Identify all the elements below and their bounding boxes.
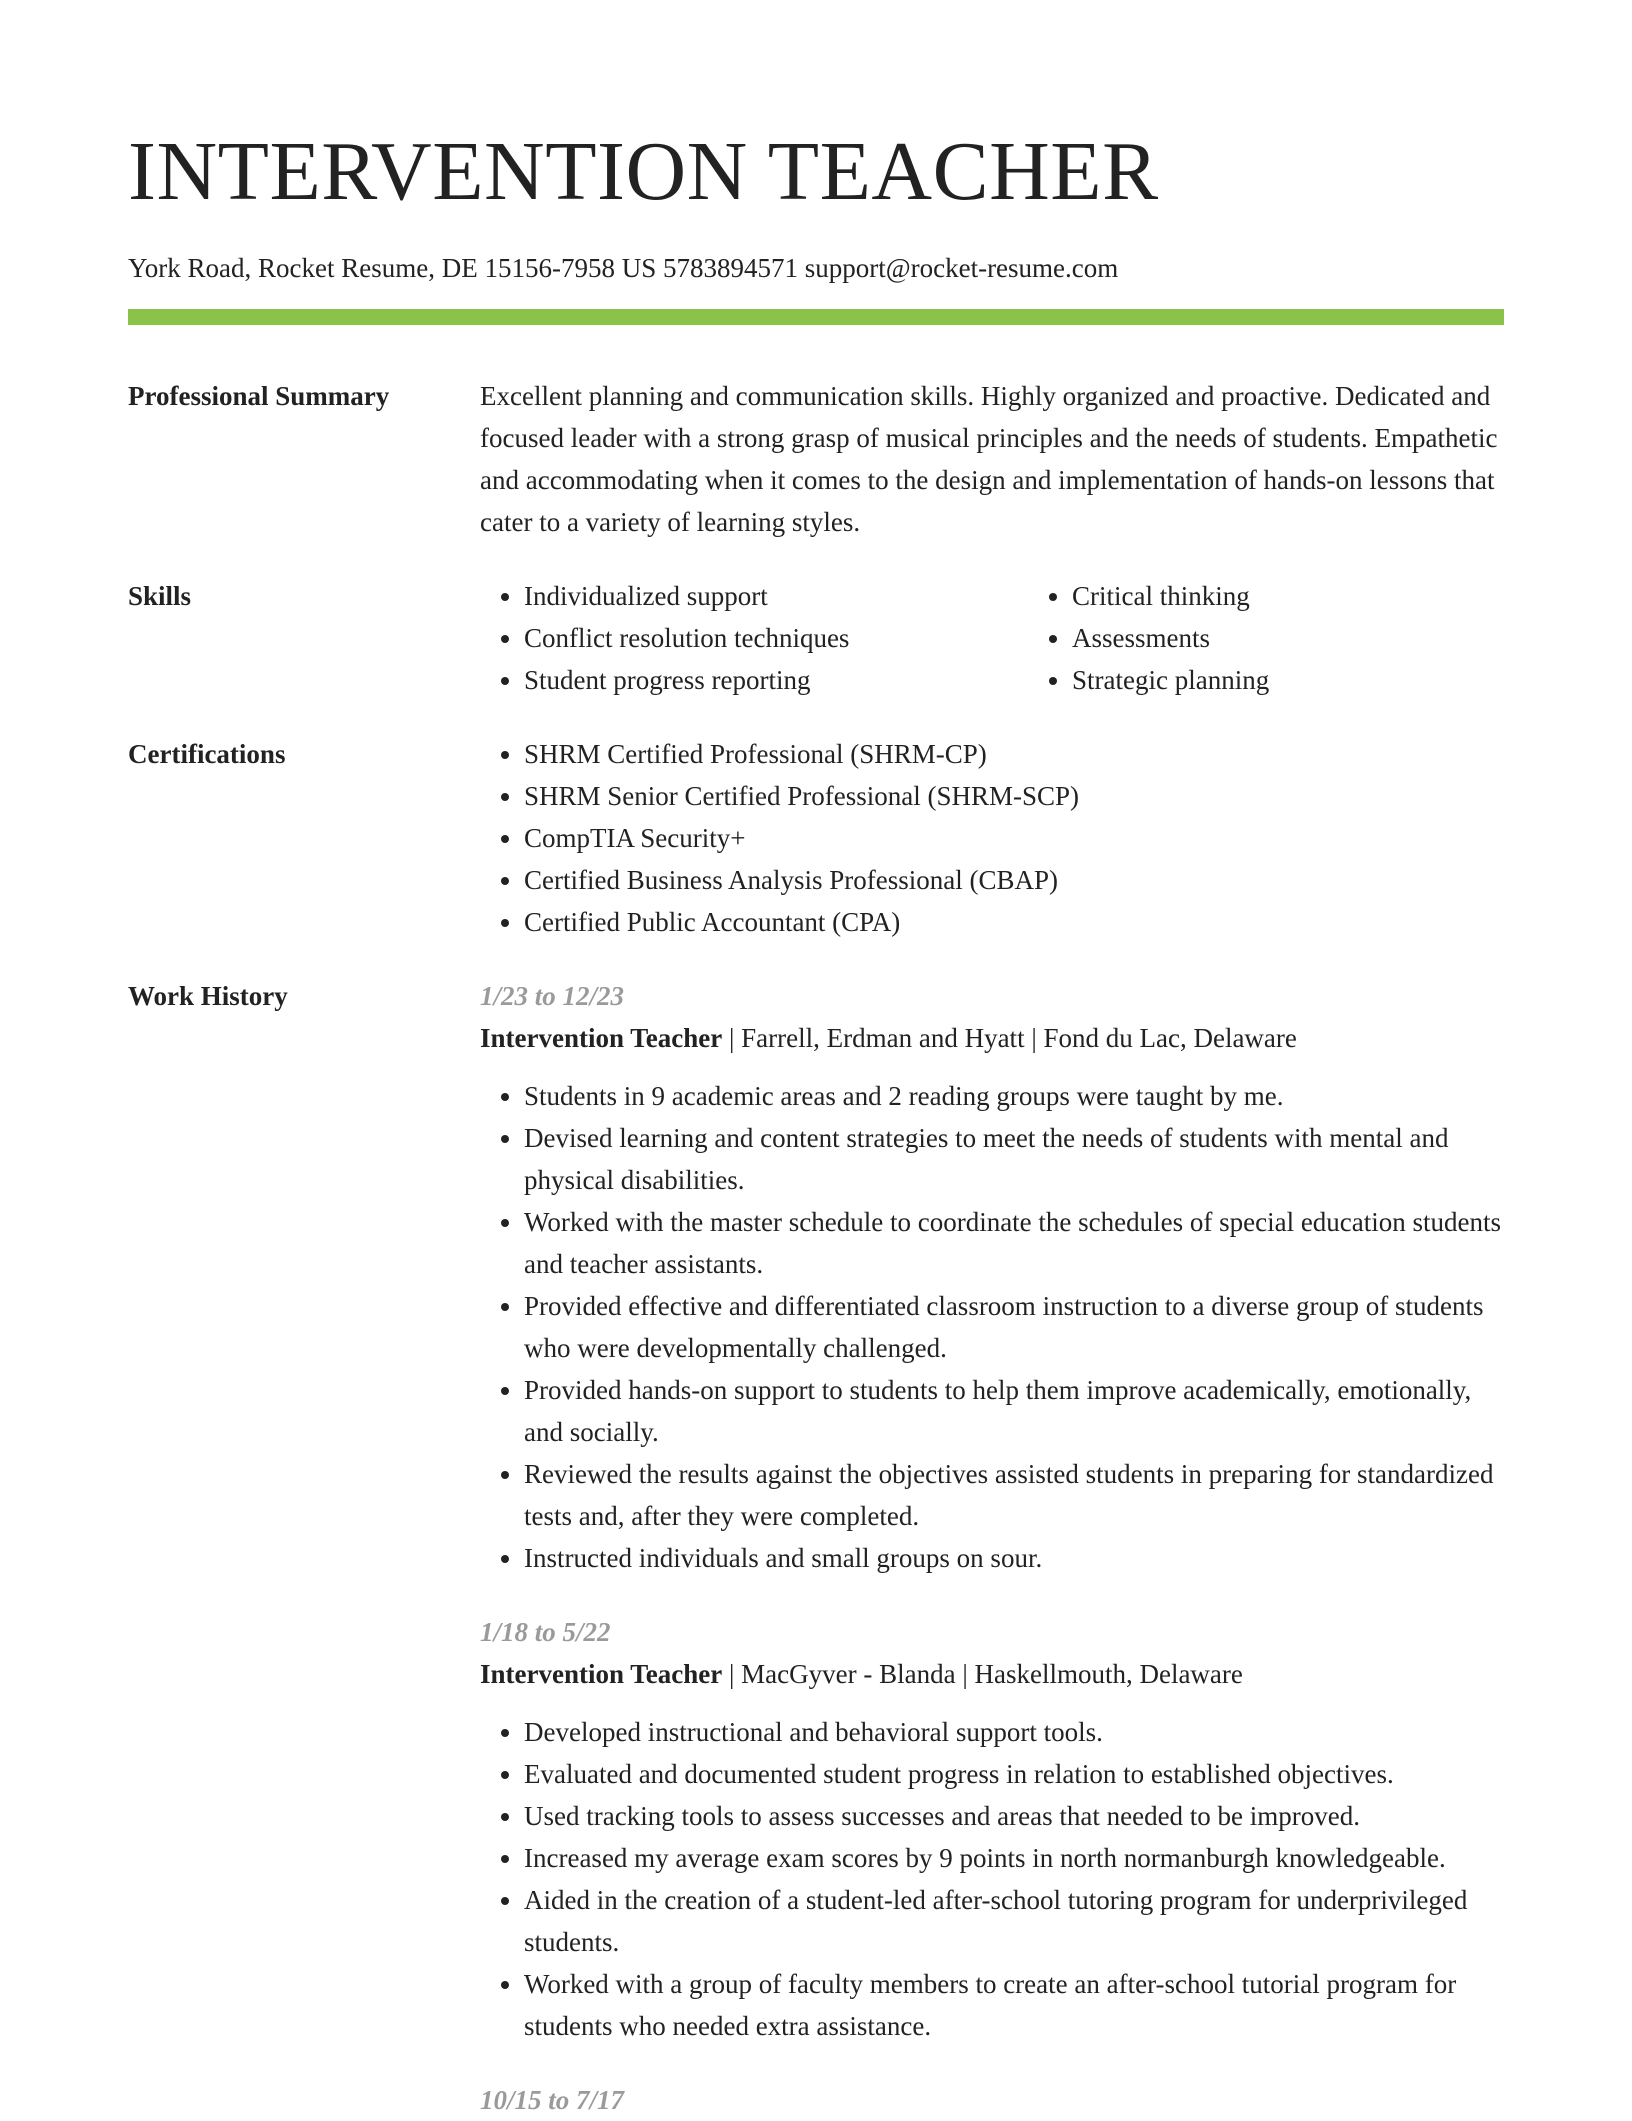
summary-section xyxy=(128,375,1504,543)
job-dates: 1/18 to 5/22 xyxy=(480,1617,611,1647)
work-history-body xyxy=(480,975,1504,2121)
contact-phone: 5783894571 xyxy=(663,253,798,283)
job-bullet: • Provided hands-on support to students to help them improve academically, emotionally, and socially. xyxy=(524,1369,1504,1453)
job-bullet: • Students in 9 academic areas and 2 reading groups were taught by me. xyxy=(524,1075,1504,1117)
certification-item: • SHRM Certified Professional (SHRM-CP) xyxy=(524,733,1504,775)
skills-heading: Skills xyxy=(128,581,192,611)
summary-text: Excellent planning and communication skills. Highly organized and proactive. Dedicated and focused leader with a strong grasp of musical principles and the needs of students. Empathetic and accommodating when it comes to the design and implementation of hands-on lessons that cater to a variety of learning styles. xyxy=(480,381,1498,537)
certification-item: • Certified Business Analysis Professional (CBAP) xyxy=(524,859,1504,901)
skills-list-left xyxy=(480,575,984,701)
job-bullet: • Aided in the creation of a student-led after-school tutoring program for underprivileged students. xyxy=(524,1879,1504,1963)
summary-heading: Professional Summary xyxy=(128,381,390,411)
certification-item: • CompTIA Security+ xyxy=(524,817,1504,859)
job-bullets xyxy=(480,1075,1504,1579)
certifications-body xyxy=(480,733,1504,943)
job-bullet: • Devised learning and content strategies to meet the needs of students with mental and physical disabilities. xyxy=(524,1117,1504,1201)
skill-item: • Strategic planning xyxy=(1072,659,1532,701)
job-bullet: • Provided effective and differentiated classroom instruction to a diverse group of students who were developmentally challenged. xyxy=(524,1285,1504,1369)
job-title: Intervention Teacher xyxy=(480,1659,723,1689)
resume-page xyxy=(128,0,1504,2121)
job-bullet: • Worked with the master schedule to coordinate the schedules of special education students and teacher assistants. xyxy=(524,1201,1504,1285)
certifications-list xyxy=(480,733,1504,943)
certification-item: • SHRM Senior Certified Professional (SHRM-SCP) xyxy=(524,775,1504,817)
skill-item: • Conflict resolution techniques xyxy=(524,617,984,659)
contact-line xyxy=(128,250,1504,286)
work-history-section xyxy=(128,975,1504,2121)
certifications-heading: Certifications xyxy=(128,739,286,769)
job-dates: 1/23 to 12/23 xyxy=(480,981,625,1011)
job-heading: Intervention Teacher | MacGyver - Blanda | Haskellmouth, Delaware xyxy=(480,1659,1243,1689)
job-bullet: • Reviewed the results against the objectives assisted students in preparing for standardized tests and, after they were completed. xyxy=(524,1453,1504,1537)
contact-address: York Road, Rocket Resume, DE 15156-7958 US xyxy=(128,253,657,283)
job-entry xyxy=(480,2079,1504,2121)
job-bullet: • Worked with a group of faculty members to create an after-school tutorial program for students who needed extra assistance. xyxy=(524,1963,1504,2047)
job-bullet: • Used tracking tools to assess successes and areas that needed to be improved. xyxy=(524,1795,1504,1837)
skills-list-right xyxy=(1028,575,1532,701)
work-history-heading: Work History xyxy=(128,981,288,1011)
job-bullet: • Developed instructional and behavioral support tools. xyxy=(524,1711,1504,1753)
job-dates: 10/15 to 7/17 xyxy=(480,2085,625,2115)
skills-grid xyxy=(480,575,1532,701)
job-bullet: • Increased my average exam scores by 9 points in north normanburgh knowledgeable. xyxy=(524,1837,1504,1879)
job-heading: Intervention Teacher | Farrell, Erdman and Hyatt | Fond du Lac, Delaware xyxy=(480,1023,1297,1053)
job-title: Intervention Teacher xyxy=(480,1023,723,1053)
certification-item: • Certified Public Accountant (CPA) xyxy=(524,901,1504,943)
job-entry xyxy=(480,1611,1504,2047)
job-bullets xyxy=(480,1711,1504,2047)
skill-item: • Assessments xyxy=(1072,617,1532,659)
job-location: Fond du Lac, Delaware xyxy=(1043,1023,1297,1053)
job-company: Farrell, Erdman and Hyatt xyxy=(741,1023,1025,1053)
certifications-section xyxy=(128,733,1504,943)
skills-section xyxy=(128,575,1504,701)
contact-email: support@rocket-resume.com xyxy=(804,253,1119,283)
resume-title: INTERVENTION TEACHER xyxy=(128,125,1159,218)
job-company: MacGyver - Blanda xyxy=(741,1659,956,1689)
job-location: Haskellmouth, Delaware xyxy=(974,1659,1243,1689)
skill-item: • Student progress reporting xyxy=(524,659,984,701)
job-bullet: • Instructed individuals and small groups on sour. xyxy=(524,1537,1504,1579)
skill-item: • Individualized support xyxy=(524,575,984,617)
job-entry xyxy=(480,975,1504,1579)
job-bullet: • Evaluated and documented student progress in relation to established objectives. xyxy=(524,1753,1504,1795)
skill-item: • Critical thinking xyxy=(1072,575,1532,617)
accent-divider xyxy=(128,309,1504,325)
